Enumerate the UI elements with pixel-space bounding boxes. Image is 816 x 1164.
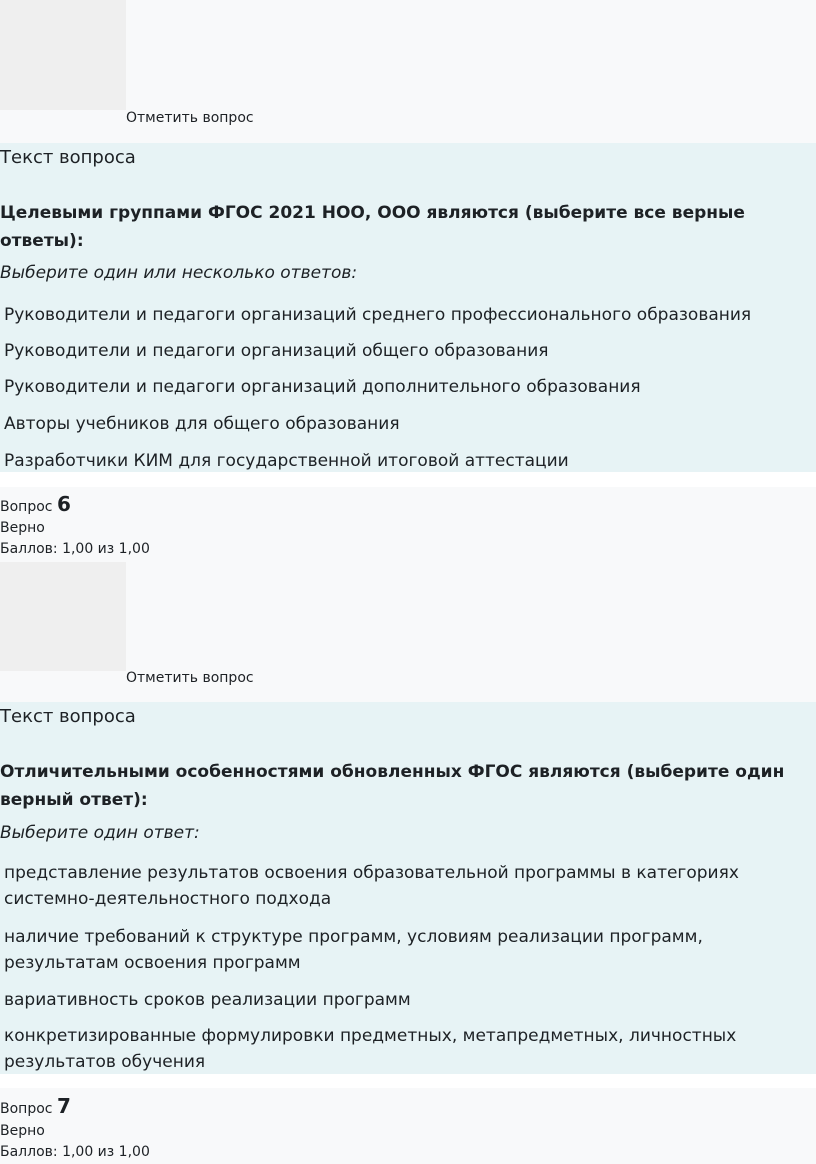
- question-number: [0, 492, 71, 516]
- question-text-label: Текст вопроса: [0, 706, 136, 727]
- question-state: Верно: [0, 520, 45, 536]
- question-number-value: 6: [56, 492, 71, 516]
- answer-option[interactable]: Руководители и педагоги организаций дополнительного образования: [4, 377, 641, 397]
- question-5-info: [0, 0, 816, 143]
- question-6-info-box: [0, 562, 126, 671]
- question-text: Целевыми группами ФГОС 2021 НОО, ООО являются (выберите все верные ответы):: [0, 203, 745, 251]
- answer-option[interactable]: вариативность сроков реализации программ: [4, 990, 411, 1010]
- question-text: Отличительными особенностями обновленных ФГОС являются (выберите один верный ответ):: [0, 762, 785, 810]
- question-5-info-box: [0, 0, 126, 110]
- flag-question-6-link[interactable]: Отметить вопрос: [126, 670, 254, 686]
- flag-question-5-link[interactable]: Отметить вопрос: [126, 110, 254, 126]
- answer-option[interactable]: представление результатов освоения образовательной программы в категориях системно-деятельностного подхода: [4, 863, 739, 909]
- answer-option[interactable]: Руководители и педагоги организаций среднего профессионального образования: [4, 305, 752, 325]
- answer-option[interactable]: наличие требований к структуре программ, условиям реализации программ, результатам освоения программ: [4, 927, 703, 973]
- question-text-label: Текст вопроса: [0, 147, 136, 168]
- question-number-label: Вопрос: [0, 499, 53, 515]
- question-5-content: [0, 143, 816, 472]
- answer-prompt: Выберите один или несколько ответов:: [0, 263, 358, 283]
- question-grade: Баллов: 1,00 из 1,00: [0, 541, 150, 557]
- answer-option[interactable]: Авторы учебников для общего образования: [4, 414, 400, 434]
- answer-option[interactable]: Руководители и педагоги организаций общего образования: [4, 341, 549, 361]
- question-number-label: Вопрос: [0, 1101, 53, 1117]
- question-6-content: [0, 702, 816, 1074]
- question-state: Верно: [0, 1123, 45, 1139]
- answer-option[interactable]: Разработчики КИМ для государственной итоговой аттестации: [4, 451, 569, 471]
- question-7-info: [0, 1088, 816, 1164]
- answer-option[interactable]: конкретизированные формулировки предметных, метапредметных, личностных результатов обучения: [4, 1026, 737, 1072]
- question-6-info: [0, 487, 816, 702]
- question-grade: Баллов: 1,00 из 1,00: [0, 1144, 150, 1160]
- question-number: [0, 1094, 71, 1118]
- answer-prompt: Выберите один ответ:: [0, 823, 200, 843]
- question-number-value: 7: [56, 1094, 71, 1118]
